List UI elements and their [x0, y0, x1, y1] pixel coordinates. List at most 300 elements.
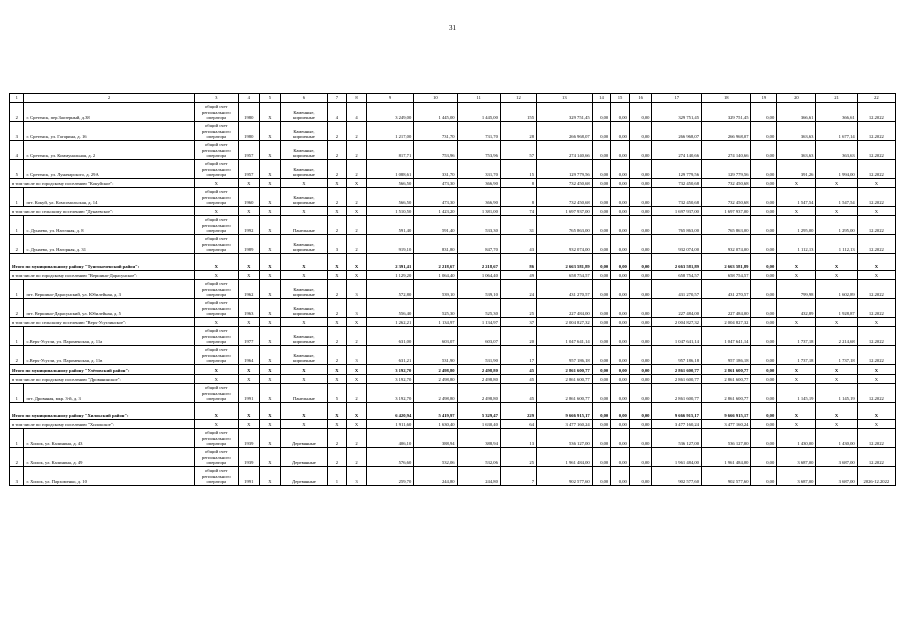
unit-cost: 1 430,00 — [777, 429, 816, 448]
subtotal-value: Х — [281, 207, 327, 216]
fund-other: 0,00 — [751, 429, 777, 448]
wall-material: Каменные, кирпичные — [281, 160, 327, 179]
area-premises: 2 498,80 — [414, 384, 457, 403]
area-residential: 533,30 — [457, 216, 500, 235]
unit-cost: 366,61 — [777, 103, 816, 122]
subtotal-value: Х — [281, 375, 327, 384]
unit-cost: 1 737,18 — [777, 346, 816, 365]
subtotal-value: Х — [816, 375, 857, 384]
fund-owners-2: 431 270,57 — [701, 280, 751, 299]
subtotal-value: 0,00 — [592, 365, 611, 375]
subtotal-value: 1 064,40 — [457, 271, 500, 280]
fund-owners: 1 047 641,14 — [652, 327, 702, 346]
fund-other: 0,00 — [751, 384, 777, 403]
unit-cost-limit: 3 687,00 — [816, 467, 857, 486]
column-number-row — [10, 94, 896, 103]
wall-material: Каменные, кирпичные — [281, 280, 327, 299]
col-5: Х — [259, 216, 281, 235]
subtotal-value: 0,00 — [751, 318, 777, 327]
entrances: 2 — [347, 448, 367, 467]
fund-regional: 0,00 — [611, 299, 630, 318]
completion-date: 12.2022 — [857, 141, 895, 160]
unit-cost: 432,89 — [777, 299, 816, 318]
subtotal-value: 3 192,70 — [366, 375, 413, 384]
entrances: 2 — [347, 235, 367, 254]
total-area: 576,60 — [366, 448, 413, 467]
completion-date: 2026-12.2022 — [857, 467, 895, 486]
fund-federal: 0,00 — [592, 327, 611, 346]
fund-method: общий счет регионального оператора — [194, 429, 238, 448]
fund-regional: 0,00 — [611, 103, 630, 122]
subtotal-value: 2 861 600,77 — [701, 365, 751, 375]
fund-method: общий счет регионального оператора — [194, 141, 238, 160]
repair-cost-total: 266 968,07 — [536, 122, 592, 141]
residents: 25 — [500, 448, 536, 467]
repair-cost-total: 957 186,18 — [536, 346, 592, 365]
subtotal-value: 0,00 — [611, 318, 630, 327]
table-row — [10, 235, 896, 254]
commission-year: 1939 — [238, 448, 259, 467]
fund-federal: 0,00 — [592, 141, 611, 160]
fund-owners: 266 968,07 — [652, 122, 702, 141]
subtotal-value: Х — [238, 207, 259, 216]
column-number-12: 12 — [500, 94, 536, 103]
subtotal-value: Х — [194, 375, 238, 384]
subtotal-value: Х — [238, 403, 259, 420]
row-number: 2 — [10, 448, 24, 467]
address: г. Хилок, ул. Пархоменко, д. 10 — [24, 467, 194, 486]
commission-year: 1962 — [238, 280, 259, 299]
repair-cost-total: 732 450,68 — [536, 188, 592, 207]
fund-local: 0,00 — [629, 235, 652, 254]
repair-cost-total: 932 074,00 — [536, 235, 592, 254]
fund-owners-2: 1 961 484,00 — [701, 448, 751, 467]
fund-federal: 0,00 — [592, 384, 611, 403]
unit-cost: 363,63 — [777, 141, 816, 160]
fund-owners: 227 484,00 — [652, 299, 702, 318]
subtotal-value: 5 419,97 — [414, 403, 457, 420]
completion-date: 12.2022 — [857, 160, 895, 179]
fund-local: 0,00 — [629, 188, 652, 207]
fund-local: 0,00 — [629, 216, 652, 235]
subtotal-value: 0,00 — [751, 179, 777, 188]
residents: 13 — [500, 429, 536, 448]
subtotal-value: 2 663 581,89 — [536, 254, 592, 271]
floors: 2 — [327, 188, 347, 207]
subtotal-value: 566,50 — [366, 179, 413, 188]
unit-cost-limit: 1 145,19 — [816, 384, 857, 403]
subtotal-value: Х — [194, 420, 238, 429]
subtotal-value: 9 666 915,17 — [701, 403, 751, 420]
subtotal-label: в том числе по сельскому поселению "Дунаевское": — [10, 207, 195, 216]
subtotal-label: в том числе по городскому поселению "Дровянинское": — [10, 375, 195, 384]
floors: 2 — [327, 299, 347, 318]
subtotal-value: 366,90 — [457, 179, 500, 188]
fund-regional: 0,00 — [611, 122, 630, 141]
address: г. Сретенск, ул. Коммунальная, д. 2 — [24, 141, 194, 160]
entrances: 3 — [347, 280, 367, 299]
subtotal-value: Х — [777, 207, 816, 216]
total-row — [10, 403, 896, 420]
unit-cost-limit: 2 214,68 — [816, 327, 857, 346]
fund-federal: 0,00 — [592, 122, 611, 141]
fund-local: 0,00 — [629, 280, 652, 299]
subtotal-value: 229 — [500, 403, 536, 420]
subtotal-value: 5 329,47 — [457, 403, 500, 420]
address: г. Сретенск, ул. Гагарина, д. 16 — [24, 122, 194, 141]
subtotal-value: 0,00 — [611, 403, 630, 420]
subtotal-value: Х — [194, 254, 238, 271]
subtotal-value: Х — [816, 403, 857, 420]
entrances: 3 — [347, 467, 367, 486]
fund-method: общий счет регионального оператора — [194, 448, 238, 467]
entrances: 2 — [347, 122, 367, 141]
column-number-11: 11 — [457, 94, 500, 103]
unit-cost: 391,26 — [777, 160, 816, 179]
col-5: Х — [259, 429, 281, 448]
subtotal-value: Х — [259, 254, 281, 271]
subtotal-value: 1 911,60 — [366, 420, 413, 429]
fund-owners: 932 074,00 — [652, 235, 702, 254]
fund-owners: 957 186,18 — [652, 346, 702, 365]
column-number-6: 6 — [281, 94, 327, 103]
subtotal-value: 0,00 — [611, 420, 630, 429]
subtotal-value: 0,00 — [629, 207, 652, 216]
unit-cost: 1 112,13 — [777, 235, 816, 254]
subtotal-value: 0,00 — [611, 179, 630, 188]
entrances: 2 — [347, 160, 367, 179]
subtotal-value: 1 630,40 — [457, 420, 500, 429]
repair-cost-total: 902 577,60 — [536, 467, 592, 486]
row-number: 1 — [10, 384, 24, 403]
area-residential: 331,70 — [457, 160, 500, 179]
subtotal-value: 0,00 — [592, 318, 611, 327]
area-residential: 847,70 — [457, 235, 500, 254]
subtotal-value: 49 — [500, 271, 536, 280]
address: пгт. Вершино-Дарасунский, ул. Юбилейная, д. 3 — [24, 280, 194, 299]
fund-regional: 0,00 — [611, 429, 630, 448]
address: с.Верх-Усугли, ул. Пароменская, д. 11в — [24, 346, 194, 365]
fund-method: общий счет регионального оператора — [194, 188, 238, 207]
column-number-18: 18 — [701, 94, 751, 103]
total-row — [10, 365, 896, 375]
subtotal-value: 1 423,20 — [414, 207, 457, 216]
row-number: 2 — [10, 346, 24, 365]
repair-cost-total: 2 861 600,77 — [536, 384, 592, 403]
total-area: 817,71 — [366, 141, 413, 160]
fund-owners: 902 577,60 — [652, 467, 702, 486]
subtotal-value: Х — [816, 420, 857, 429]
residents: 45 — [500, 384, 536, 403]
subtotal-value: 2 004 827,32 — [701, 318, 751, 327]
subtotal-value: 2 004 827,32 — [652, 318, 702, 327]
fund-owners: 765 863,00 — [652, 216, 702, 235]
subtotal-value: 732 450,68 — [701, 179, 751, 188]
area-residential: 731,70 — [457, 122, 500, 141]
subtotal-value: Х — [857, 254, 895, 271]
row-number: 3 — [10, 122, 24, 141]
subtotal-value: 0,00 — [751, 365, 777, 375]
column-number-8: 8 — [347, 94, 367, 103]
subtotal-value: 0,00 — [592, 420, 611, 429]
unit-cost-limit: 1 928,87 — [816, 299, 857, 318]
fund-other: 0,00 — [751, 280, 777, 299]
residents: 155 — [500, 103, 536, 122]
residents: 31 — [500, 216, 536, 235]
subtotal-value: Х — [816, 207, 857, 216]
subtotal-value: 8 — [500, 179, 536, 188]
row-number: 2 — [10, 103, 24, 122]
wall-material: Каменные, кирпичные — [281, 188, 327, 207]
subtotal-value: 2 498,80 — [457, 365, 500, 375]
fund-method: общий счет регионального оператора — [194, 467, 238, 486]
subtotal-value: 74 — [500, 207, 536, 216]
subtotal-row — [10, 207, 896, 216]
wall-material: Каменные, кирпичные — [281, 103, 327, 122]
column-number-19: 19 — [751, 94, 777, 103]
subtotal-value: Х — [327, 375, 347, 384]
area-premises: 531,90 — [414, 346, 457, 365]
subtotal-value: 9 666 915,17 — [536, 403, 592, 420]
subtotal-value: 0,00 — [629, 254, 652, 271]
fund-local: 0,00 — [629, 160, 652, 179]
fund-federal: 0,00 — [592, 216, 611, 235]
fund-method: общий счет регионального оператора — [194, 235, 238, 254]
subtotal-value: Х — [281, 179, 327, 188]
subtotal-value: 1 134,97 — [414, 318, 457, 327]
unit-cost-limit: 1 737,18 — [816, 346, 857, 365]
residents: 8 — [500, 188, 536, 207]
fund-federal: 0,00 — [592, 280, 611, 299]
subtotal-value: Х — [327, 207, 347, 216]
column-number-14: 14 — [592, 94, 611, 103]
subtotal-value: Х — [259, 179, 281, 188]
subtotal-value: Х — [816, 365, 857, 375]
subtotal-value: 0,00 — [592, 207, 611, 216]
fund-other: 0,00 — [751, 160, 777, 179]
fund-local: 0,00 — [629, 327, 652, 346]
entrances: 2 — [347, 327, 367, 346]
unit-cost-limit: 363,63 — [816, 141, 857, 160]
repair-cost-total: 329 751,45 — [536, 103, 592, 122]
subtotal-value: Х — [281, 420, 327, 429]
subtotal-value: 2 391,41 — [366, 254, 413, 271]
subtotal-value: Х — [777, 179, 816, 188]
subtotal-value: Х — [816, 179, 857, 188]
unit-cost-limit: 366,61 — [816, 103, 857, 122]
subtotal-label: в том числе по городскому поселению "Хилокское": — [10, 420, 195, 429]
subtotal-value: Х — [816, 271, 857, 280]
fund-regional: 0,00 — [611, 384, 630, 403]
subtotal-value: 658 754,57 — [652, 271, 702, 280]
row-number: 2 — [10, 299, 24, 318]
address: пгт. Кокуй, ул. Комсомольская, д. 14 — [24, 188, 194, 207]
subtotal-value: 2 498,80 — [414, 375, 457, 384]
area-residential: 603,07 — [457, 327, 500, 346]
table-row — [10, 327, 896, 346]
table-row — [10, 280, 896, 299]
subtotal-value: Х — [238, 375, 259, 384]
subtotal-value: 0,00 — [751, 271, 777, 280]
subtotal-value: Х — [194, 271, 238, 280]
unit-cost-limit: 1 430,00 — [816, 429, 857, 448]
fund-method: общий счет регионального оператора — [194, 103, 238, 122]
repair-cost-total: 431 270,57 — [536, 280, 592, 299]
subtotal-value: Х — [327, 179, 347, 188]
column-number-9: 9 — [366, 94, 413, 103]
subtotal-value: 1 697 937,00 — [701, 207, 751, 216]
area-premises: 331,70 — [414, 160, 457, 179]
completion-date: 12.2022 — [857, 235, 895, 254]
wall-material: Деревянные — [281, 429, 327, 448]
wall-material: Каменные, кирпичные — [281, 122, 327, 141]
subtotal-value: 2 498,80 — [414, 365, 457, 375]
subtotal-value: Х — [777, 375, 816, 384]
fund-local: 0,00 — [629, 429, 652, 448]
subtotal-value: 1 697 937,00 — [536, 207, 592, 216]
fund-regional: 0,00 — [611, 346, 630, 365]
subtotal-value: Х — [777, 271, 816, 280]
row-number: 5 — [10, 160, 24, 179]
subtotal-value: Х — [857, 420, 895, 429]
wall-material: Деревянные — [281, 467, 327, 486]
subtotal-value: 732 450,68 — [652, 179, 702, 188]
col-5: Х — [259, 122, 281, 141]
area-premises: 831,80 — [414, 235, 457, 254]
subtotal-value: 2 861 600,77 — [652, 375, 702, 384]
subtotal-value: 2 663 581,89 — [652, 254, 702, 271]
subtotal-value: Х — [857, 271, 895, 280]
table-row — [10, 160, 896, 179]
col-5: Х — [259, 467, 281, 486]
subtotal-value: Х — [857, 318, 895, 327]
area-residential: 244,80 — [457, 467, 500, 486]
subtotal-value: Х — [281, 318, 327, 327]
wall-material: Каменные, кирпичные — [281, 235, 327, 254]
residents: 28 — [500, 122, 536, 141]
total-area: 3 249,00 — [366, 103, 413, 122]
subtotal-value: 0,00 — [592, 403, 611, 420]
fund-owners-2: 2 861 600,77 — [701, 384, 751, 403]
subtotal-value: Х — [194, 179, 238, 188]
residents: 24 — [500, 280, 536, 299]
commission-year: 1980 — [238, 103, 259, 122]
subtotal-value: 0,00 — [592, 375, 611, 384]
fund-other: 0,00 — [751, 327, 777, 346]
subtotal-value: 2 861 600,77 — [652, 365, 702, 375]
fund-other: 0,00 — [751, 103, 777, 122]
subtotal-value: 732 450,68 — [536, 179, 592, 188]
subtotal-value: Х — [259, 375, 281, 384]
table-row — [10, 216, 896, 235]
floors: 2 — [327, 216, 347, 235]
residents: 43 — [500, 235, 536, 254]
subtotal-value: Х — [327, 318, 347, 327]
commission-year: 1989 — [238, 235, 259, 254]
area-premises: 525,30 — [414, 299, 457, 318]
subtotal-value: 6 420,94 — [366, 403, 413, 420]
column-number-16: 16 — [629, 94, 652, 103]
subtotal-row — [10, 318, 896, 327]
repair-cost-total: 227 484,00 — [536, 299, 592, 318]
column-number-22: 22 — [857, 94, 895, 103]
address: г. Сретенск, пер.Заозерный, д.38 — [24, 103, 194, 122]
col-5: Х — [259, 299, 281, 318]
commission-year: 1977 — [238, 327, 259, 346]
fund-owners-2: 536 127,00 — [701, 429, 751, 448]
row-number: 1 — [10, 216, 24, 235]
area-premises: 388,94 — [414, 429, 457, 448]
wall-material: Каменные, кирпичные — [281, 141, 327, 160]
subtotal-value: Х — [327, 254, 347, 271]
subtotal-value: Х — [347, 179, 367, 188]
total-area: 631,21 — [366, 346, 413, 365]
area-premises: 591,40 — [414, 216, 457, 235]
subtotal-value: Х — [281, 271, 327, 280]
subtotal-value: Х — [347, 375, 367, 384]
residents: 25 — [500, 299, 536, 318]
floors: 3 — [327, 235, 347, 254]
subtotal-value: Х — [777, 420, 816, 429]
subtotal-value: 1 262,21 — [366, 318, 413, 327]
area-premises: 731,70 — [414, 122, 457, 141]
subtotal-value: Х — [816, 254, 857, 271]
subtotal-value: 0,00 — [751, 403, 777, 420]
completion-date: 12.2022 — [857, 448, 895, 467]
column-number-13: 13 — [536, 94, 592, 103]
entrances: 3 — [347, 346, 367, 365]
col-5: Х — [259, 141, 281, 160]
floors: 1 — [327, 467, 347, 486]
column-number-7: 7 — [327, 94, 347, 103]
subtotal-value: Х — [281, 403, 327, 420]
row-number: 1 — [10, 188, 24, 207]
fund-owners-2: 329 751,45 — [701, 103, 751, 122]
subtotal-value: Х — [259, 207, 281, 216]
fund-owners-2: 266 968,07 — [701, 122, 751, 141]
wall-material: Каменные, кирпичные — [281, 346, 327, 365]
subtotal-label: Итого по муниципальному району "Улётовский район": — [10, 365, 195, 375]
unit-cost: 1 547,54 — [777, 188, 816, 207]
subtotal-value: 45 — [500, 375, 536, 384]
table-row — [10, 384, 896, 403]
fund-federal: 0,00 — [592, 467, 611, 486]
floors: 2 — [327, 429, 347, 448]
wall-material: Каменные, кирпичные — [281, 299, 327, 318]
floors: 2 — [327, 141, 347, 160]
area-residential: 753,96 — [457, 141, 500, 160]
wall-material: Каменные, кирпичные — [281, 327, 327, 346]
fund-owners-2: 932 074,00 — [701, 235, 751, 254]
area-residential: 539,10 — [457, 280, 500, 299]
fund-owners: 274 140,66 — [652, 141, 702, 160]
commission-year: 1991 — [238, 384, 259, 403]
column-number-3: 3 — [194, 94, 238, 103]
fund-regional: 0,00 — [611, 188, 630, 207]
fund-other: 0,00 — [751, 216, 777, 235]
unit-cost-limit: 1 677,14 — [816, 122, 857, 141]
subtotal-label: Итого по муниципальному району "Хилокский район": — [10, 403, 195, 420]
repair-cost-total: 536 127,00 — [536, 429, 592, 448]
subtotal-label: Итого по муниципальному району "Тунгокоченский район": — [10, 254, 195, 271]
fund-owners: 329 751,45 — [652, 103, 702, 122]
completion-date: 12.2022 — [857, 327, 895, 346]
total-area: 919,10 — [366, 235, 413, 254]
fund-federal: 0,00 — [592, 346, 611, 365]
fund-local: 0,00 — [629, 122, 652, 141]
subtotal-value: Х — [816, 318, 857, 327]
subtotal-row — [10, 179, 896, 188]
